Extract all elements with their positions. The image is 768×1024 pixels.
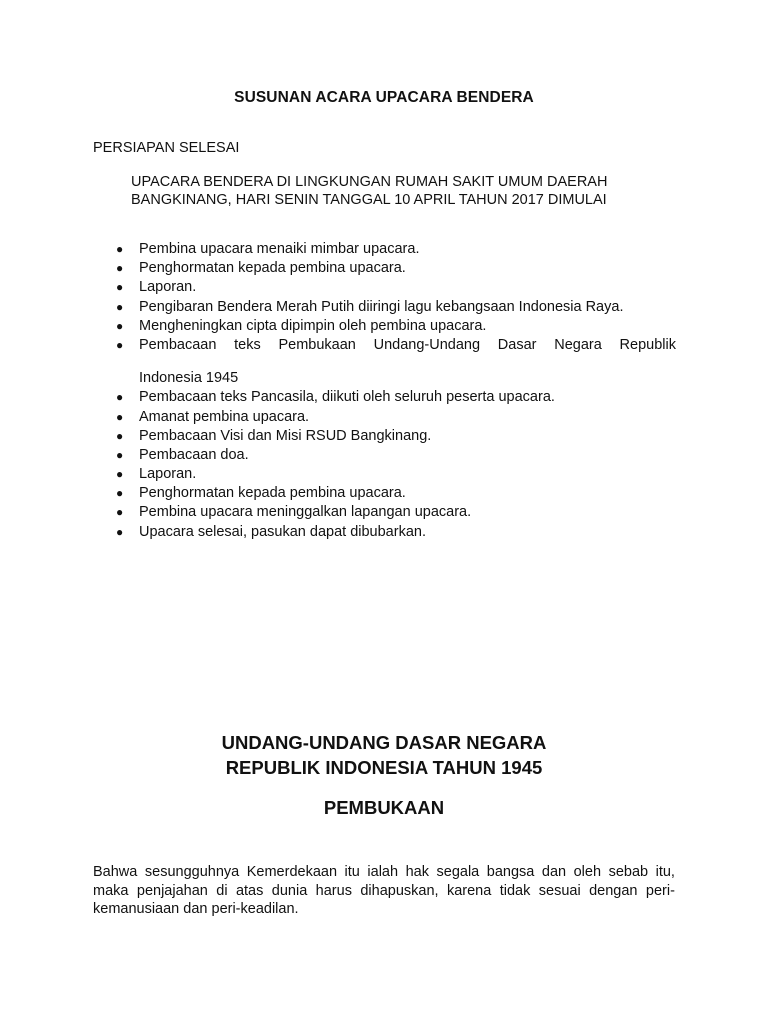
- word: sebab: [608, 864, 649, 880]
- paragraph-line: kemanusiaan dan peri-keadilan.: [93, 901, 299, 917]
- agenda-item-text-continued: Indonesia 1945: [139, 370, 239, 387]
- agenda-item: [110, 259, 676, 278]
- agenda-item: [110, 523, 676, 542]
- agenda-item-text: Pembacaan doa.: [139, 446, 249, 463]
- word: Negara: [554, 336, 602, 353]
- bullet-icon: ●: [116, 467, 124, 482]
- agenda-item-text: Pembacaan teks Pancasila, diikuti oleh seluruh peserta upacara.: [139, 389, 555, 406]
- agenda-item: [110, 298, 676, 317]
- word: maka: [93, 882, 129, 899]
- word: sesuai: [538, 882, 581, 899]
- intro-line: BANGKINANG, HARI SENIN TANGGAL 10 APRIL TAHUN 2017 DIMULAI: [131, 192, 607, 208]
- agenda-item: [110, 465, 676, 484]
- word: Bahwa: [93, 864, 138, 880]
- word: oleh: [573, 864, 602, 880]
- word: Pembukaan: [278, 336, 356, 353]
- constitution-title-line: UNDANG-UNDANG DASAR NEGARA: [221, 732, 547, 753]
- agenda-item-text: Pembina upacara menaiki mimbar upacara.: [139, 241, 420, 257]
- word: teks: [234, 336, 261, 353]
- agenda-item: [110, 240, 676, 259]
- agenda-item: [110, 484, 676, 503]
- agenda-item: [110, 446, 676, 465]
- word: dengan: [589, 882, 638, 899]
- bullet-icon: ●: [116, 505, 124, 520]
- document-title: SUSUNAN ACARA UPACARA BENDERA: [234, 89, 534, 106]
- word: tidak: [499, 882, 531, 899]
- agenda-item-text: Penghormatan kepada pembina upacara.: [139, 485, 406, 502]
- agenda-item: [110, 336, 676, 388]
- intro-line: UPACARA BENDERA DI LINGKUNGAN RUMAH SAKIT UMUM DAERAH: [131, 174, 608, 190]
- bullet-icon: ●: [116, 486, 124, 501]
- word: penjajahan: [136, 882, 208, 899]
- agenda-item: [110, 503, 676, 522]
- bullet-icon: ●: [116, 524, 124, 539]
- agenda-list: [110, 240, 676, 542]
- bullet-icon: ●: [116, 409, 124, 424]
- agenda-item-text: Mengheningkan cipta dipimpin oleh pembina upacara.: [139, 317, 487, 334]
- word: dihapuskan,: [360, 882, 439, 899]
- word: segala: [436, 864, 480, 880]
- bullet-icon: ●: [116, 242, 124, 256]
- word: di: [216, 882, 228, 899]
- word: harus: [315, 882, 352, 899]
- word: karena: [446, 882, 492, 899]
- agenda-item-text: Pengibaran Bendera Merah Putih diiringi lagu kebangsaan Indonesia Raya.: [139, 298, 624, 315]
- agenda-item-text: Pembacaan Visi dan Misi RSUD Bangkinang.: [139, 427, 432, 444]
- bullet-icon: ●: [116, 299, 124, 314]
- bullet-icon: ●: [116, 428, 124, 443]
- agenda-item: [110, 388, 676, 407]
- agenda-item-text: Penghormatan kepada pembina upacara.: [139, 260, 406, 277]
- word: dan: [541, 864, 567, 880]
- constitution-title: [0, 730, 768, 780]
- preamble-paragraph: [93, 863, 675, 919]
- word: Dasar: [497, 336, 537, 353]
- agenda-item-text: [139, 336, 676, 355]
- word: bangsa: [486, 864, 535, 880]
- preparation-status: PERSIAPAN SELESAI: [93, 140, 240, 156]
- word: atas: [235, 882, 264, 899]
- bullet-icon: ●: [116, 447, 124, 462]
- word: Kemerdekaan: [246, 864, 338, 880]
- agenda-item: [110, 427, 676, 446]
- agenda-item-text: Laporan.: [139, 466, 197, 483]
- section-heading: PEMBUKAAN: [323, 797, 445, 818]
- paragraph-line: [93, 863, 675, 882]
- word: Pembacaan: [139, 336, 217, 353]
- word: Republik: [619, 336, 676, 353]
- agenda-item-text: Upacara selesai, pasukan dapat dibubarkan.: [139, 523, 426, 540]
- paragraph-line: [93, 882, 675, 901]
- intro-paragraph: [131, 173, 651, 209]
- agenda-item-text: Amanat pembina upacara.: [139, 408, 310, 425]
- word: peri-: [645, 882, 675, 899]
- word: itu,: [655, 864, 675, 880]
- agenda-item-text: Laporan.: [139, 279, 197, 296]
- word: Undang-Undang: [373, 336, 481, 353]
- bullet-icon: ●: [116, 390, 124, 405]
- bullet-icon: ●: [116, 261, 124, 276]
- bullet-icon: ●: [116, 337, 124, 352]
- agenda-item-text: Pembina upacara meninggalkan lapangan upacara.: [139, 504, 472, 521]
- agenda-item: [110, 408, 676, 427]
- agenda-item: [110, 278, 676, 297]
- constitution-title-line: REPUBLIK INDONESIA TAHUN 1945: [225, 757, 543, 778]
- word: hak: [405, 864, 429, 880]
- word: itu: [344, 864, 360, 880]
- word: ialah: [367, 864, 399, 880]
- bullet-icon: ●: [116, 318, 124, 333]
- bullet-icon: ●: [116, 280, 124, 295]
- agenda-item: [110, 317, 676, 336]
- word: dunia: [271, 882, 308, 899]
- word: sesungguhnya: [144, 864, 240, 880]
